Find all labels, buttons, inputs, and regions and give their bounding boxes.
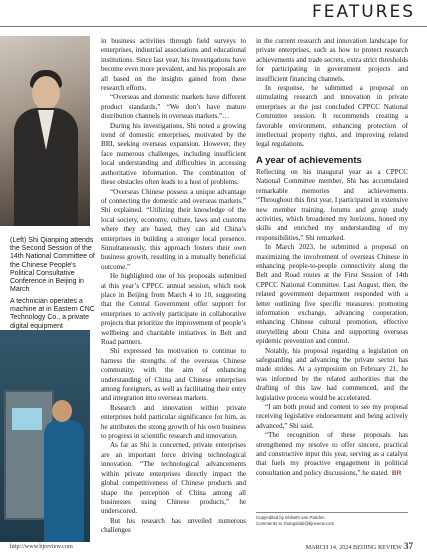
issue-date: MARCH 14, 2024 BEIJING REVIEW: [305, 544, 402, 551]
copyedit-credit: Copyedited by Elsbeth van Paridon: [256, 515, 325, 520]
photo-caption-technician: A technician operates a machine at in Eastern CNC Technology Co., a private digital equipment: [10, 298, 95, 330]
footer-url[interactable]: http://www.bjreview.com: [10, 543, 73, 550]
paragraph: But his research has unveiled numerous challenges: [101, 516, 246, 535]
photo-caption-portrait: (Left) Shi Qianping attends the Second Session of the 14th National Committee of the Chinese People's Political Consultative Conference in Beijing in March: [10, 237, 95, 294]
worker-head: [52, 400, 72, 422]
paragraph: “I am both proud and content to see my proposal receiving legislative endorsement and being actively advanced,” Shi said.: [256, 403, 408, 430]
article-column-1: [101, 37, 246, 536]
paragraph: In response, he submitted a proposal on stimulating research and innovation in private enterprises at the just concluded CPPCC National Committee session. It recommends creating a favorable environment, enhancing protection of intellectual property rights, and improving related legal regulations.: [256, 84, 408, 149]
section-title: FEATURES: [311, 2, 415, 22]
paragraph: Reflecting on his inaugural year as a CPPCC National Committee member, Shi has accumulated remarkable memories and achievements. “Throughout this first year, I participated in extensive new member training, forums and group study activities, which broadened my horizons, honed my skills and enriched my understanding of my responsibilities,” Shi remarked.: [256, 167, 408, 242]
paragraph: “Overseas Chinese possess a unique advantage of connecting the domestic and overseas markets,” Shi explained. “Utilizing their knowledge of the local society, economy, culture, laws and customs where they are based, they can aid China’s enterprises in building a stronger local presence. Simultaneously, this approach fosters their own business growth, resulting in a mutually beneficial outcome.”: [101, 187, 246, 271]
paragraph: During his investigations, Shi noted a growing trend of domestic enterprises, motivated by the BRI, seeking overseas expansion. However, they face numerous challenges, including insufficient local understanding and difficulties in accessing authoritative information. The combination of these obstacles often leads to a host of problems.: [101, 121, 246, 187]
final-paragraph: [256, 431, 408, 478]
paragraph: in business activities through field surveys to enterprises, industrial associations and educational institutions. Since last year, his investigations have become even more prevalent, and his proposals are all based on the insights gained from these research efforts.: [101, 37, 246, 93]
article-column-2: [256, 37, 408, 478]
portrait-photo: [0, 36, 90, 226]
technician-photo: [0, 330, 90, 542]
paragraph: “Overseas and domestic markets have different product standards,” “We don’t have mature distribution channels in overseas markets.”…: [101, 93, 246, 121]
comments-contact: Comments to zhangshidi@bjreview.com: [256, 521, 335, 526]
portrait-head: [32, 76, 60, 110]
paragraph: As far as Shi is concerned, private enterprises are an important force driving technological innovation. “The technological advancements within private enterprises directly impact the global competitiveness of Chinese products and shape the perception of China among all businesses using Chinese products,” he underscored.: [101, 441, 246, 516]
machine-screen: [12, 408, 42, 430]
header-rule: [0, 26, 427, 27]
worker-body: [44, 420, 84, 542]
page-number: 37: [404, 541, 413, 551]
paragraph: Research and innovation within private enterprises hold particular significance for him, as he attributes the strong growth of his own business to progress in scientific research and innovation.: [101, 403, 246, 441]
paragraph: He highlighted one of his proposals submitted at this year’s CPPCC annual session, which took place in Beijing from March 4 to 10, suggesting that the Central Government offer support for enterprises to actively participate in collaborative projects that prioritize the improvement of people’s wellbeing and charitable initiatives in Belt and Road partners.: [101, 272, 246, 346]
footer-issue: [306, 541, 413, 551]
paragraph: in the current research and innovation landscape for private enterprises, such as how to protect research achievements and trade secrets, extra strict thresholds for participating in government projects and insufficient financing channels.: [256, 37, 408, 83]
subheading: A year of achievements: [256, 154, 362, 166]
footnote-rule: [256, 512, 408, 513]
paragraph: Shi expressed his motivation to continue to harness the strengths of the overseas Chinese community, with the aim of enhancing understanding of China and Chinese enterprises among foreigners, as well as facilitating their entry and integration into overseas markets.: [101, 347, 246, 403]
paragraph: Notably, his proposal regarding a legislation on safeguarding and advancing the private sector has made strides. At a symposium on February 21, he was informed by the related authorities that the drafting of this law had commenced, and the legislative process would be accelerated.: [256, 346, 408, 402]
paragraph-text: “The recognition of these proposals has strengthened my resolve to offer sincere, practical and constructive input this year, serving as a catalyst that fuels my proactive engagement in political consultation and policy discussions,” he stated.: [256, 431, 408, 477]
end-mark: BR: [391, 469, 402, 477]
paragraph: In March 2023, he submitted a proposal on maximizing the involvement of overseas Chinese in enhancing people-to-people connectivity along the Belt and Road routes at the First Session of 14th CPPCC National Committee. Last August, then, the related government department responded with a letter outlining five specific measures: promoting information exchange, advancing cooperation, enhancing Chinese cultural promotion, effective storytelling about China and supporting overseas epidemic prevention and control.: [256, 243, 408, 346]
